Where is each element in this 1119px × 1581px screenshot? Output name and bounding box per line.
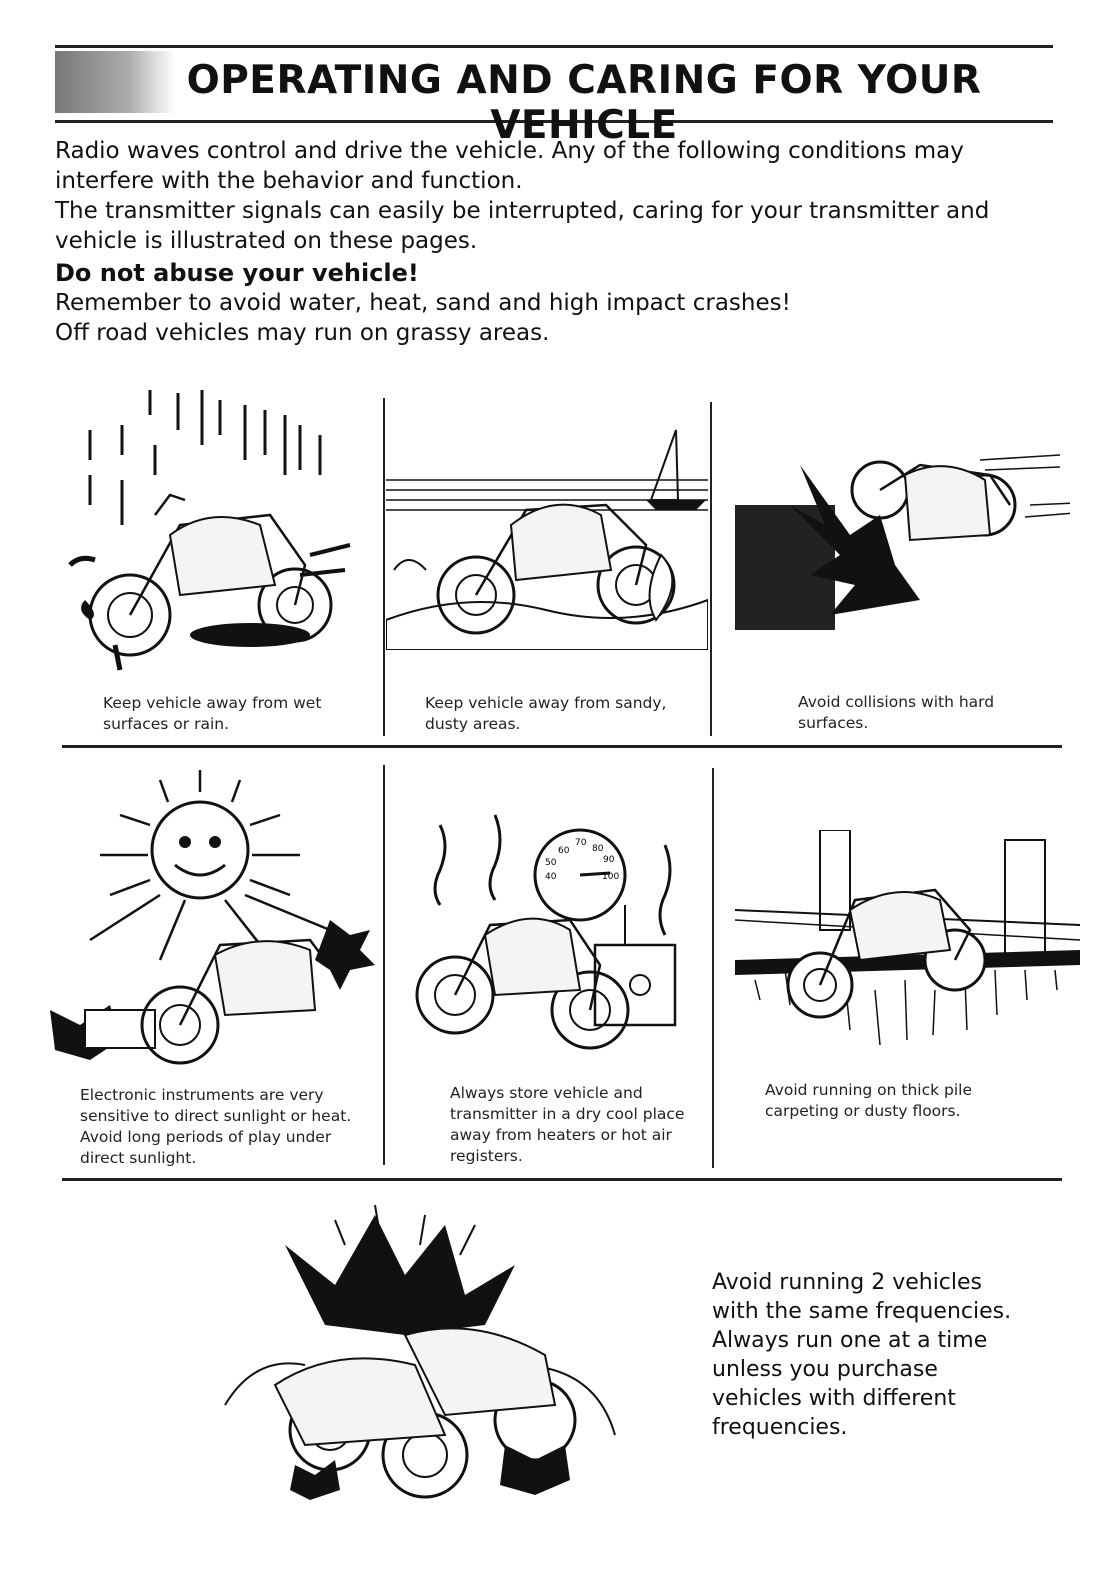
page-title: OPERATING AND CARING FOR YOUR VEHICLE	[186, 58, 982, 148]
speedometer-tick: 70	[575, 838, 587, 848]
divider	[710, 402, 712, 736]
intro-paragraph-1: Radio waves control and drive the vehicle. Any of the following conditions may interfere with the behavior and function.	[55, 138, 964, 194]
rain-illustration	[60, 385, 380, 685]
speedometer-tick: 40	[545, 872, 557, 882]
heat-illustration	[400, 795, 700, 1060]
panel-6-caption: Avoid running on thick pile carpeting or dusty floors.	[765, 1081, 973, 1120]
intro-paragraph-2: The transmitter signals can easily be interrupted, caring for your transmitter and vehicle is illustrated on these pages.	[55, 198, 990, 254]
carpet-illustration	[735, 830, 1080, 1060]
panel-1-caption: Keep vehicle away from wet surfaces or rain.	[103, 694, 322, 733]
divider	[383, 765, 385, 1165]
two-vehicles-illustration	[215, 1205, 625, 1505]
title-bar	[55, 45, 1053, 148]
divider	[62, 745, 1062, 748]
divider	[62, 1178, 1062, 1181]
panel-5-caption: Always store vehicle and transmitter in a dry cool place away from heaters or hot air registers.	[450, 1084, 685, 1165]
crash-illustration	[730, 445, 1070, 645]
intro-paragraph-4: Off road vehicles may run on grassy areas.	[55, 320, 550, 346]
speedometer-tick: 80	[592, 844, 604, 854]
beach-illustration	[386, 420, 708, 650]
speedometer-tick: 90	[603, 855, 615, 865]
speedometer-tick: 50	[545, 858, 557, 868]
divider	[383, 398, 385, 736]
sun-illustration	[50, 770, 380, 1070]
panel-3-caption: Avoid collisions with hard surfaces.	[798, 693, 995, 732]
bottom-caption: Avoid running 2 vehicles with the same frequencies. Always run one at a time unless you purchase vehicles with different frequencies.	[712, 1270, 1012, 1440]
speedometer-tick: 100	[602, 872, 620, 882]
intro-text	[55, 136, 1055, 348]
panel-4-caption: Electronic instruments are very sensitive to direct sunlight or heat. Avoid long periods of play under direct sunlight.	[80, 1086, 352, 1167]
panel-2-caption: Keep vehicle away from sandy, dusty areas.	[425, 694, 667, 733]
speedometer-tick: 60	[558, 846, 570, 856]
intro-paragraph-3: Remember to avoid water, heat, sand and high impact crashes!	[55, 290, 791, 316]
warning-heading: Do not abuse your vehicle!	[55, 259, 419, 287]
divider	[712, 768, 714, 1168]
